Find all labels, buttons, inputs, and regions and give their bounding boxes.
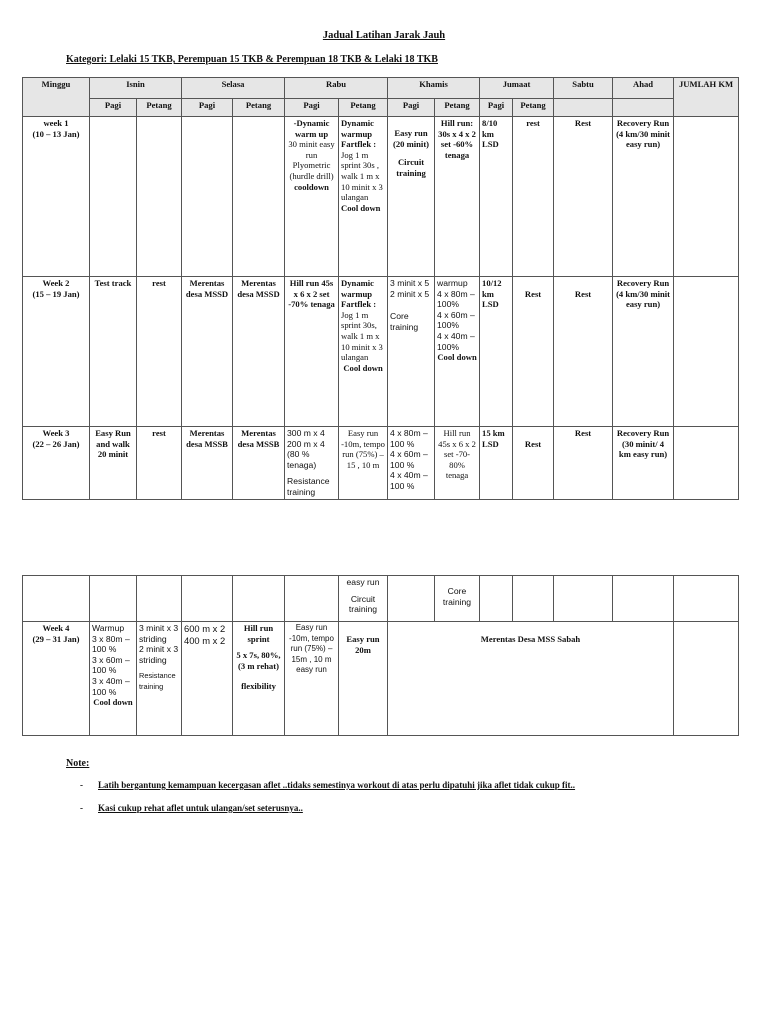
week-dates: (10 – 13 Jan) xyxy=(32,128,80,139)
text-line: Easy run -10m, tempo run (75%) – 15m , 10 m easy run xyxy=(289,623,334,675)
note-item xyxy=(80,803,303,813)
text-line: Easy run (20 minit) xyxy=(393,128,430,149)
cell-jumaat-petang: rest xyxy=(513,117,554,277)
cell-khamis-petang xyxy=(435,117,480,277)
cell-jumaat-petang: Rest xyxy=(513,427,554,500)
text-line: Circuit training xyxy=(348,593,378,615)
cell-jumaat-petang xyxy=(513,576,554,622)
cell-jumaat-pagi: 8/10 km LSD xyxy=(480,117,513,277)
cell-selasa-pagi xyxy=(182,576,233,622)
cell-jumaat-pagi xyxy=(480,576,513,622)
bullet-dash: - xyxy=(80,780,83,790)
text-line: -70% tenaga xyxy=(288,299,335,310)
table-row-week-3-continued xyxy=(23,576,739,622)
cell-sabtu: Rest xyxy=(554,277,613,427)
cell-selasa-pagi: Merentas desa MSSD xyxy=(182,277,233,427)
text-line: 4 x 40m – 100% xyxy=(437,330,475,352)
week-label: week 1 xyxy=(43,118,69,128)
text-line: 400 m x 2 xyxy=(184,634,226,646)
cell-khamis-pagi xyxy=(388,117,435,277)
text-line: Hill run: 30s x 4 x 2 set -60% tenaga xyxy=(438,118,476,160)
cell-isnin-pagi: Easy Run and walk 20 minit xyxy=(90,427,137,500)
text-line: flexibility xyxy=(241,681,276,692)
text-line: Resistance training xyxy=(287,476,330,497)
header-jumaat: Jumaat xyxy=(480,78,554,99)
table-row-week-4 xyxy=(23,622,739,736)
cell-rabu-petang xyxy=(339,117,388,277)
cell-ahad: Recovery Run (30 minit/ 4 km easy run) xyxy=(613,427,674,500)
cell-rabu-pagi xyxy=(285,117,339,277)
cell-jumlah-km xyxy=(674,277,739,427)
text-line: Core training xyxy=(390,311,419,332)
text-line: Plyometric (hurdle drill) xyxy=(289,160,334,181)
header-minggu: Minggu xyxy=(23,78,90,117)
text-line: warmup xyxy=(437,278,468,288)
cell-sabtu: Rest xyxy=(554,427,613,500)
text-line: Fartflek : xyxy=(341,139,377,150)
cell-isnin-pagi xyxy=(90,117,137,277)
cell-isnin-petang xyxy=(137,622,182,736)
cell-rabu-petang xyxy=(339,576,388,622)
text-line: 4 x 80m – 100 % xyxy=(390,428,428,449)
header-ahad-blank xyxy=(613,99,674,117)
text-line: 4 x 60m – 100% xyxy=(437,309,475,331)
header-petang: Petang xyxy=(435,99,480,117)
table-row-week-1 xyxy=(23,117,739,277)
week-cell xyxy=(23,427,90,500)
text-line: (80 % tenaga) xyxy=(287,449,317,470)
cell-rabu-petang xyxy=(339,622,388,736)
note-text: Latih bergantung kemampuan kecergasan aflet ..tidaks semestinya workout di atas perlu dipatuhi jika aflet tidak cukup fit.. xyxy=(98,780,576,790)
header-jumlah-km: JUMLAH KM xyxy=(674,78,739,117)
cell-merentas-desa-mss-sabah: Merentas Desa MSS Sabah xyxy=(388,622,674,736)
header-isnin: Isnin xyxy=(90,78,182,99)
document-title: Jadual Latihan Jarak Jauh xyxy=(322,30,446,41)
text-line: Dynamic warmup xyxy=(341,278,374,299)
cell-selasa-petang xyxy=(233,117,285,277)
cell-selasa-pagi xyxy=(182,622,233,736)
cell-selasa-pagi: Merentas desa MSSB xyxy=(182,427,233,500)
text-line: 30 minit easy run xyxy=(288,139,335,160)
cell-jumaat-pagi: 10/12 km LSD xyxy=(480,277,513,427)
week-dates: (15 – 19 Jan) xyxy=(32,288,80,299)
cell-khamis-pagi xyxy=(388,277,435,427)
text-line: Dynamic warmup xyxy=(341,118,374,139)
text-line: 2 minit x 5 xyxy=(390,288,430,299)
cell-rabu-pagi xyxy=(285,576,339,622)
text-line: cooldown xyxy=(294,181,329,192)
week-cell xyxy=(23,576,90,622)
text-line: Jog 1 m sprint 30s, walk 1 m x 10 minit x 3 ulangan xyxy=(341,309,383,363)
cell-isnin-pagi xyxy=(90,576,137,622)
text-line: (3 m rehat) xyxy=(238,660,279,671)
cell-ahad xyxy=(613,576,674,622)
week-label: Week 2 xyxy=(42,278,70,288)
note-heading: Note: xyxy=(66,758,90,769)
header-pagi: Pagi xyxy=(90,99,137,117)
week-cell xyxy=(23,117,90,277)
cell-selasa-petang: Merentas desa MSSD xyxy=(233,277,285,427)
text-line: Jog 1 m sprint 30s , walk 1 m x 10 minit x 3 ulangan xyxy=(341,149,383,203)
text-line: Cool down xyxy=(93,697,133,708)
text-line: 4 x 60m – 100 % xyxy=(390,449,428,470)
text-line: 3 x 60m – 100 % xyxy=(92,654,130,676)
week-dates: (22 – 26 Jan) xyxy=(32,438,80,449)
cell-isnin-pagi xyxy=(90,622,137,736)
cell-sabtu xyxy=(554,576,613,622)
text-line: -Dynamic warm up xyxy=(293,118,330,139)
text-line: 3 minit x 5 xyxy=(390,278,430,288)
cell-khamis-petang xyxy=(435,277,480,427)
header-sabtu: Sabtu xyxy=(554,78,613,99)
text-line: Easy run 20m xyxy=(346,634,380,655)
text-line: Core training xyxy=(442,586,472,607)
text-line: Cool down xyxy=(343,362,383,373)
text-line: 3 x 40m – 100 % xyxy=(92,675,130,697)
cell-rabu-pagi xyxy=(285,622,339,736)
text-line: 4 x 80m – 100% xyxy=(437,288,475,310)
cell-ahad: Recovery Run (4 km/30 minit easy run) xyxy=(613,117,674,277)
week-cell xyxy=(23,277,90,427)
cell-sabtu: Rest xyxy=(554,117,613,277)
cell-jumaat-petang: Rest xyxy=(513,277,554,427)
cell-isnin-petang: rest xyxy=(137,427,182,500)
note-text: Kasi cukup rehat aflet untuk ulangan/set seterusnya.. xyxy=(98,803,303,813)
cell-selasa-petang xyxy=(233,576,285,622)
cell-isnin-petang xyxy=(137,117,182,277)
table-row-week-3 xyxy=(23,427,739,500)
week-label: Week 4 xyxy=(42,623,70,633)
text-line: Circuit training xyxy=(396,157,426,178)
header-pagi: Pagi xyxy=(480,99,513,117)
schedule-table-part-1 xyxy=(22,77,739,500)
cell-rabu-pagi xyxy=(285,427,339,500)
text-line: 4 x 40m – 100 % xyxy=(390,470,428,491)
header-petang: Petang xyxy=(137,99,182,117)
text-line: 3 x 80m – 100 % xyxy=(92,633,130,655)
cell-isnin-petang xyxy=(137,576,182,622)
cell-rabu-petang xyxy=(339,277,388,427)
cell-rabu-petang xyxy=(339,427,388,500)
text-line: 200 m x 4 xyxy=(287,438,325,449)
cell-selasa-petang xyxy=(233,622,285,736)
header-petang: Petang xyxy=(513,99,554,117)
cell-ahad: Recovery Run (4 km/30 minit easy run) xyxy=(613,277,674,427)
bullet-dash: - xyxy=(80,803,83,813)
header-sabtu-blank xyxy=(554,99,613,117)
text-line: Resistance training xyxy=(139,671,176,691)
text-line: easy run xyxy=(346,577,380,587)
cell-khamis-pagi xyxy=(388,427,435,500)
cell-jumlah-km xyxy=(674,117,739,277)
text-line: Warmup xyxy=(92,623,125,633)
cell-selasa-pagi xyxy=(182,117,233,277)
week-dates: (29 – 31 Jan) xyxy=(32,633,80,644)
header-khamis: Khamis xyxy=(388,78,480,99)
schedule-table-part-2 xyxy=(22,575,739,736)
week-label: Week 3 xyxy=(42,428,70,438)
note-item xyxy=(80,780,575,790)
text-line: Easy run -10m, tempo run (75%) – 15 , 10 m xyxy=(341,428,385,470)
cell-khamis-petang xyxy=(435,576,480,622)
text-line: 2 minit x 3 striding xyxy=(139,644,179,665)
cell-khamis-pagi xyxy=(388,576,435,622)
text-line: Hill run sprint xyxy=(243,623,274,644)
text-line: 300 m x 4 xyxy=(287,428,325,438)
text-line: Fartflek : xyxy=(341,299,377,310)
cell-jumlah-km xyxy=(674,427,739,500)
week-cell xyxy=(23,622,90,736)
cell-khamis-petang xyxy=(435,427,480,500)
table-row-week-2 xyxy=(23,277,739,427)
header-rabu: Rabu xyxy=(285,78,388,99)
text-line: 3 minit x 3 striding xyxy=(139,623,179,644)
header-pagi: Pagi xyxy=(182,99,233,117)
text-line: Hill run 45s x 6 x 2 set -70-80% tenaga xyxy=(438,428,476,481)
text-line: 600 m x 2 xyxy=(184,623,226,634)
text-line: Hill run 45s x 6 x 2 set xyxy=(289,278,334,299)
header-pagi: Pagi xyxy=(285,99,339,117)
text-line: Cool down xyxy=(437,352,477,363)
cell-rabu-pagi xyxy=(285,277,339,427)
cell-jumlah-km xyxy=(674,622,739,736)
text-line: 5 x 7s, 80%, xyxy=(236,650,281,661)
text-line: Cool down xyxy=(341,202,381,213)
category-line: Kategori: Lelaki 15 TKB, Perempuan 15 TKB & Perempuan 18 TKB & Lelaki 18 TKB xyxy=(66,54,438,65)
header-selasa: Selasa xyxy=(182,78,285,99)
cell-isnin-petang: rest xyxy=(137,277,182,427)
header-petang: Petang xyxy=(339,99,388,117)
header-pagi: Pagi xyxy=(388,99,435,117)
cell-selasa-petang: Merentas desa MSSB xyxy=(233,427,285,500)
header-ahad: Ahad xyxy=(613,78,674,99)
cell-jumlah-km xyxy=(674,576,739,622)
header-petang: Petang xyxy=(233,99,285,117)
cell-jumaat-pagi: 15 km LSD xyxy=(480,427,513,500)
cell-isnin-pagi: Test track xyxy=(90,277,137,427)
